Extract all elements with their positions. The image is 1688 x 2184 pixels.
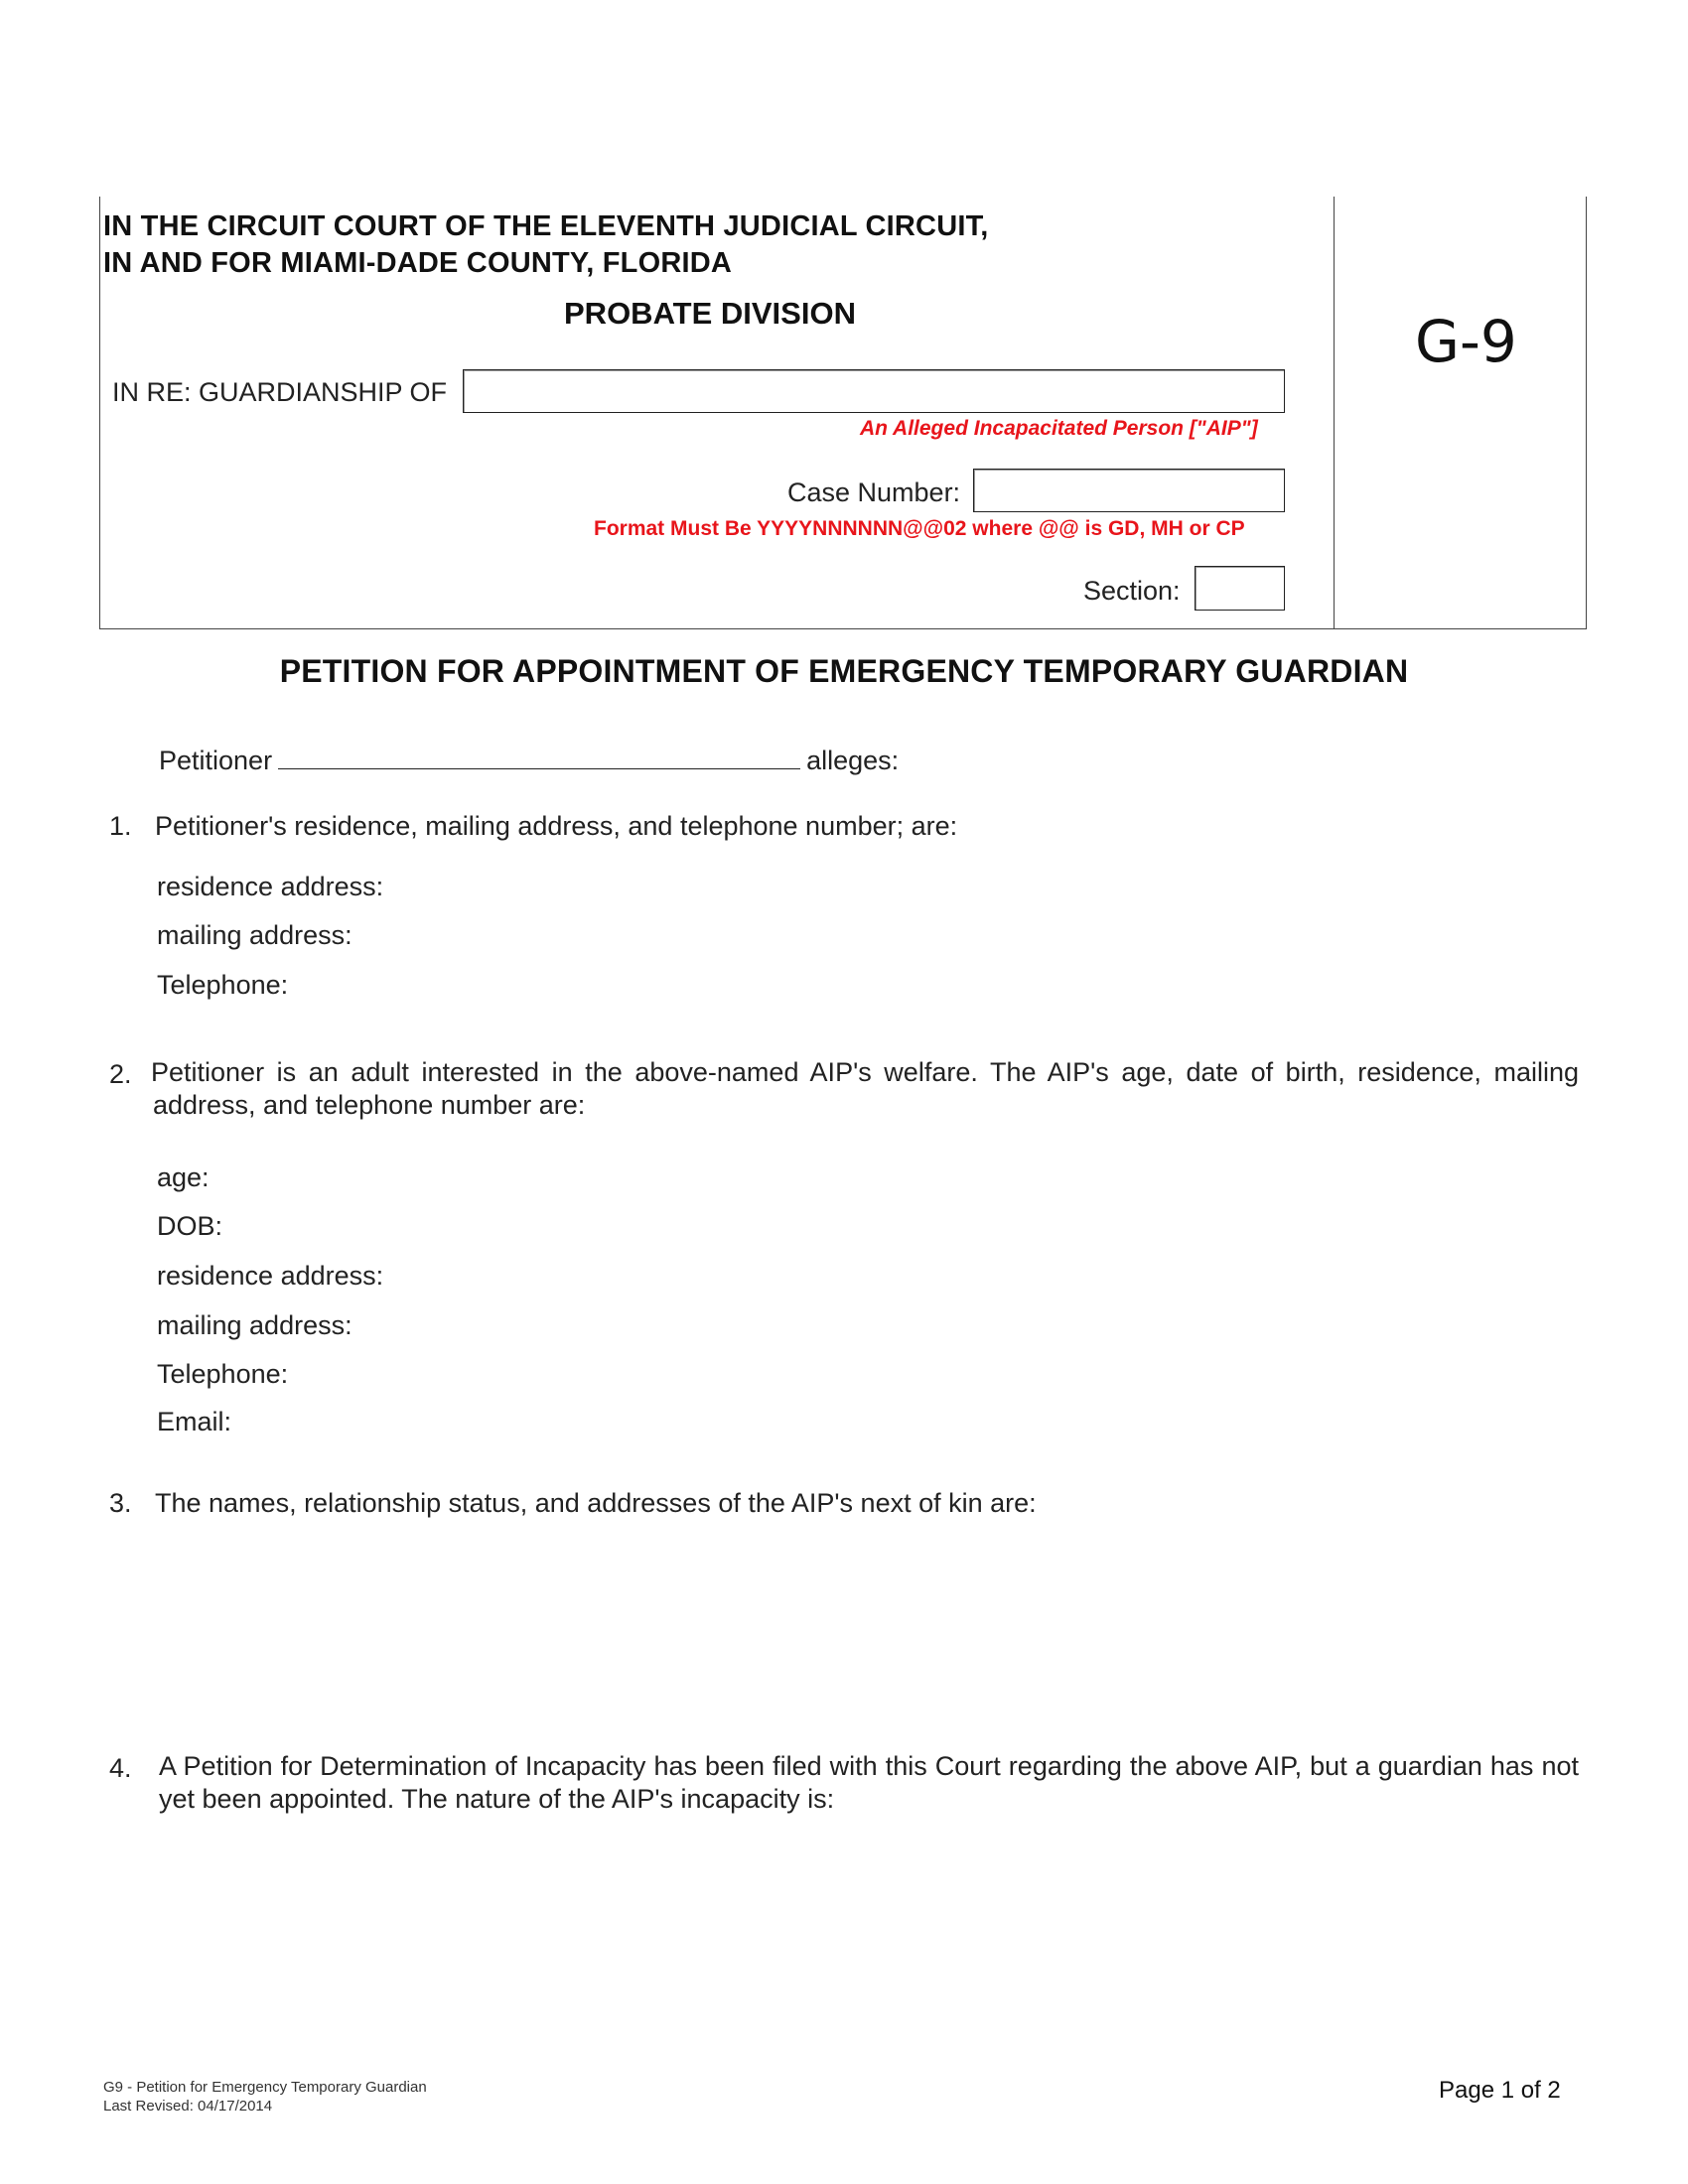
petitioner-blank[interactable] [278, 745, 800, 769]
item-1-residence-label: residence address: [157, 872, 384, 901]
petitioner-line [159, 745, 899, 776]
case-number-label: Case Number: [787, 478, 961, 507]
caption-divider [1334, 197, 1335, 629]
guardianship-name-input[interactable] [463, 369, 1285, 413]
item-4-text: A Petition for Determination of Incapacity has been filed with this Court regarding the above AIP, but a guardian has not yet been appointed. The nature of the AIP's incapacity is: [159, 1751, 1579, 1814]
case-number-input[interactable] [973, 469, 1285, 512]
aip-hint: An Alleged Incapacitated Person ["AIP"] [860, 417, 1258, 440]
footer-last-revised: Last Revised: 04/17/2014 [103, 2098, 273, 2115]
item-3-number: 3. [109, 1488, 132, 1518]
item-2-residence-label: residence address: [157, 1261, 384, 1291]
item-2-telephone-label: Telephone: [157, 1359, 289, 1389]
page-number: Page 1 of 2 [1439, 2077, 1561, 2104]
division-title: PROBATE DIVISION [564, 296, 856, 331]
document-title: PETITION FOR APPOINTMENT OF EMERGENCY TEMPORARY GUARDIAN [279, 653, 1409, 689]
petitioner-suffix: alleges: [806, 746, 900, 775]
item-2-email-label: Email: [157, 1407, 232, 1436]
item-1-mailing-label: mailing address: [157, 920, 352, 950]
case-number-format-hint: Format Must Be YYYYNNNNNN@@02 where @@ is GD, MH or CP [594, 517, 1245, 540]
section-input[interactable] [1195, 566, 1285, 611]
item-2-age-label: age: [157, 1162, 210, 1192]
section-label: Section: [1083, 576, 1181, 606]
item-2-text: Petitioner is an adult interested in the above-named AIP's welfare. The AIP's age, date of birth, residence, mailing address, and telephone number are: [151, 1057, 1579, 1120]
court-name-line-2: IN AND FOR MIAMI-DADE COUNTY, FLORIDA [103, 247, 733, 279]
item-1-number: 1. [109, 811, 132, 841]
item-2-dob-label: DOB: [157, 1211, 223, 1241]
form-code: G-9 [1415, 308, 1517, 375]
petitioner-label: Petitioner [159, 746, 273, 775]
item-2-number: 2. [109, 1059, 132, 1089]
item-1-text: Petitioner's residence, mailing address, and telephone number; are: [155, 811, 958, 841]
footer-form-name: G9 - Petition for Emergency Temporary Guardian [103, 2079, 427, 2096]
item-4-number: 4. [109, 1753, 132, 1783]
item-1-telephone-label: Telephone: [157, 970, 289, 1000]
court-name-line-1: IN THE CIRCUIT COURT OF THE ELEVENTH JUDICIAL CIRCUIT, [103, 210, 989, 242]
guardianship-label: IN RE: GUARDIANSHIP OF [112, 377, 448, 407]
item-3-text: The names, relationship status, and addresses of the AIP's next of kin are: [155, 1488, 1037, 1518]
item-2-mailing-label: mailing address: [157, 1310, 352, 1340]
